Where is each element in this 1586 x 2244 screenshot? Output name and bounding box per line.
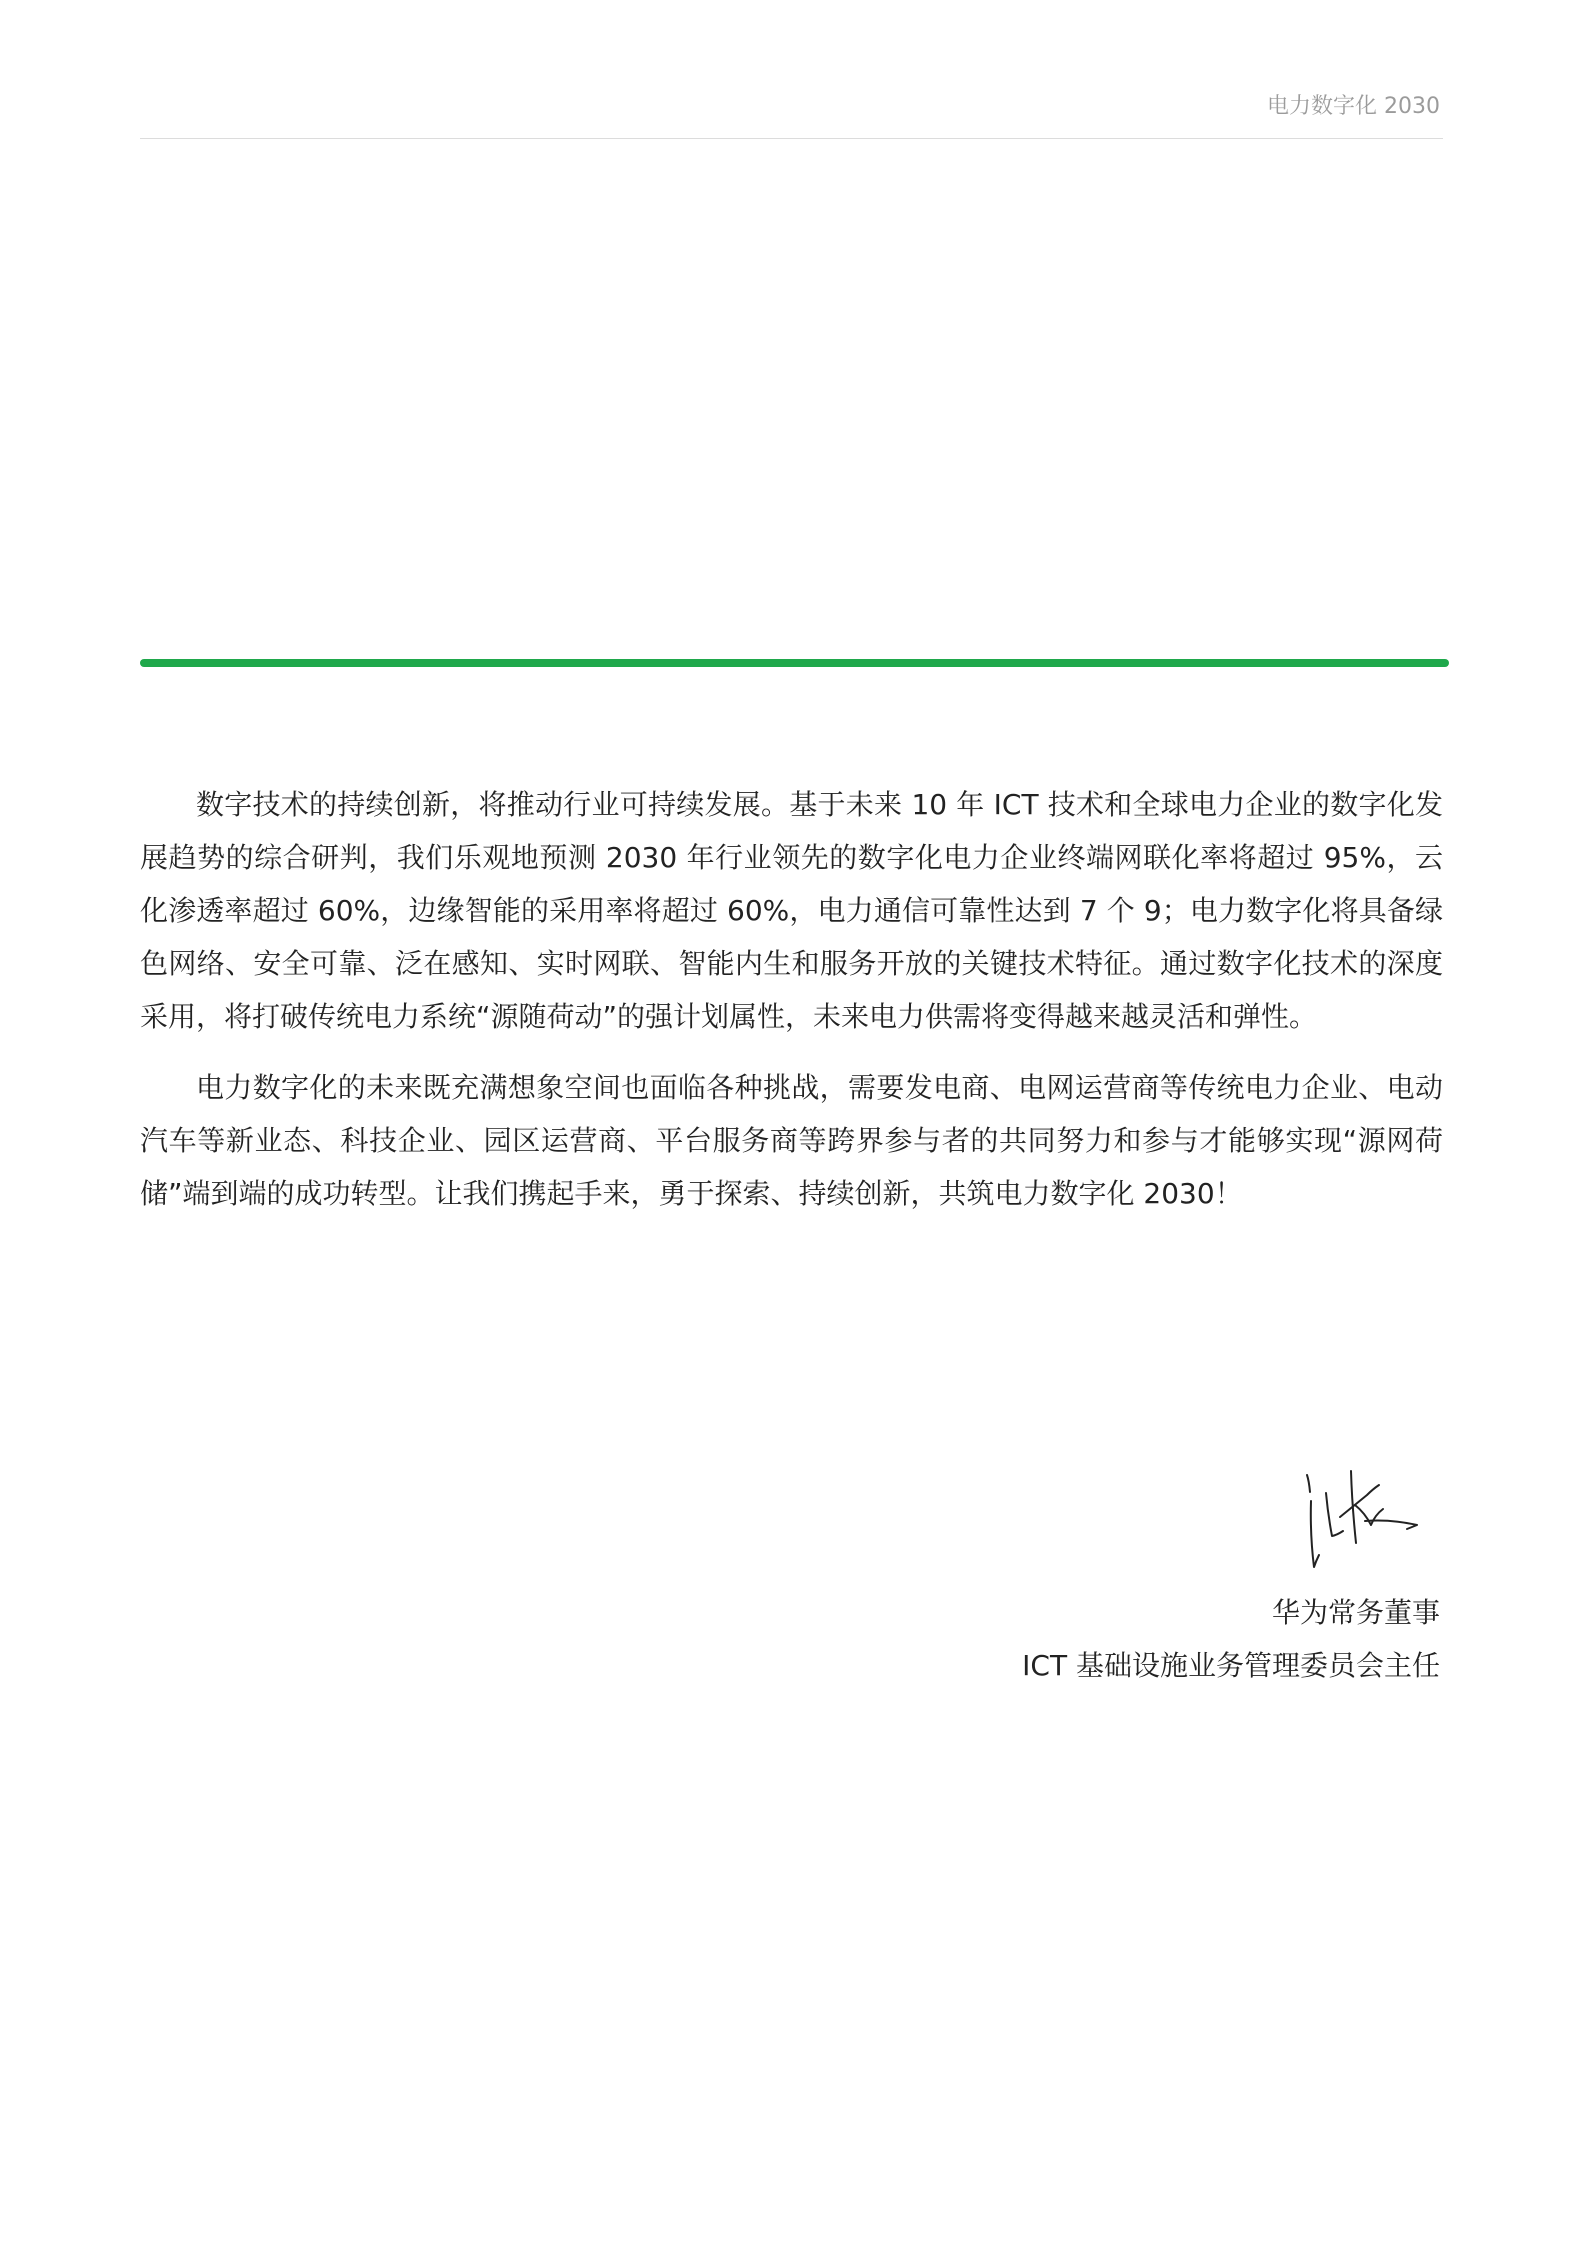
signer-role: ICT 基础设施业务管理委员会主任 [1022, 1649, 1440, 1682]
signer-title: 华为常务董事 [1271, 1596, 1440, 1629]
body-paragraph-1: 数字技术的持续创新，将推动行业可持续发展。基于未来 10 年 ICT 技术和全球电力企业的数字化发展趋势的综合研判，我们乐观地预测 2030 年行业领先的数字化电力企业终端网联化率将超过 95%，云化渗透率超过 60%，边缘智能的采用率将超过 60%，电力通信可靠性达到 7 个 9；电力数字化将具备绿色网络、安全可靠、泛在感知、实时网联、智能内生和服务开放的关键技术特征。通过数字化技术的深度采用，将打破传统电力系统“源随荷动”的强计划属性，未来电力供需将变得越来越灵活和弹性。 [140, 788, 1443, 1033]
running-header-title: 电力数字化 2030 [1267, 94, 1440, 119]
body-text [140, 778, 1443, 1238]
header-divider [140, 138, 1443, 139]
green-accent-bar [140, 659, 1449, 667]
handwritten-signature [1295, 1465, 1425, 1575]
signoff-block [1022, 1586, 1440, 1692]
body-paragraph-2: 电力数字化的未来既充满想象空间也面临各种挑战，需要发电商、电网运营商等传统电力企业、电动汽车等新业态、科技企业、园区运营商、平台服务商等跨界参与者的共同努力和参与才能够实现“源网荷储”端到端的成功转型。让我们携起手来，勇于探索、持续创新，共筑电力数字化 2030！ [140, 1071, 1443, 1210]
